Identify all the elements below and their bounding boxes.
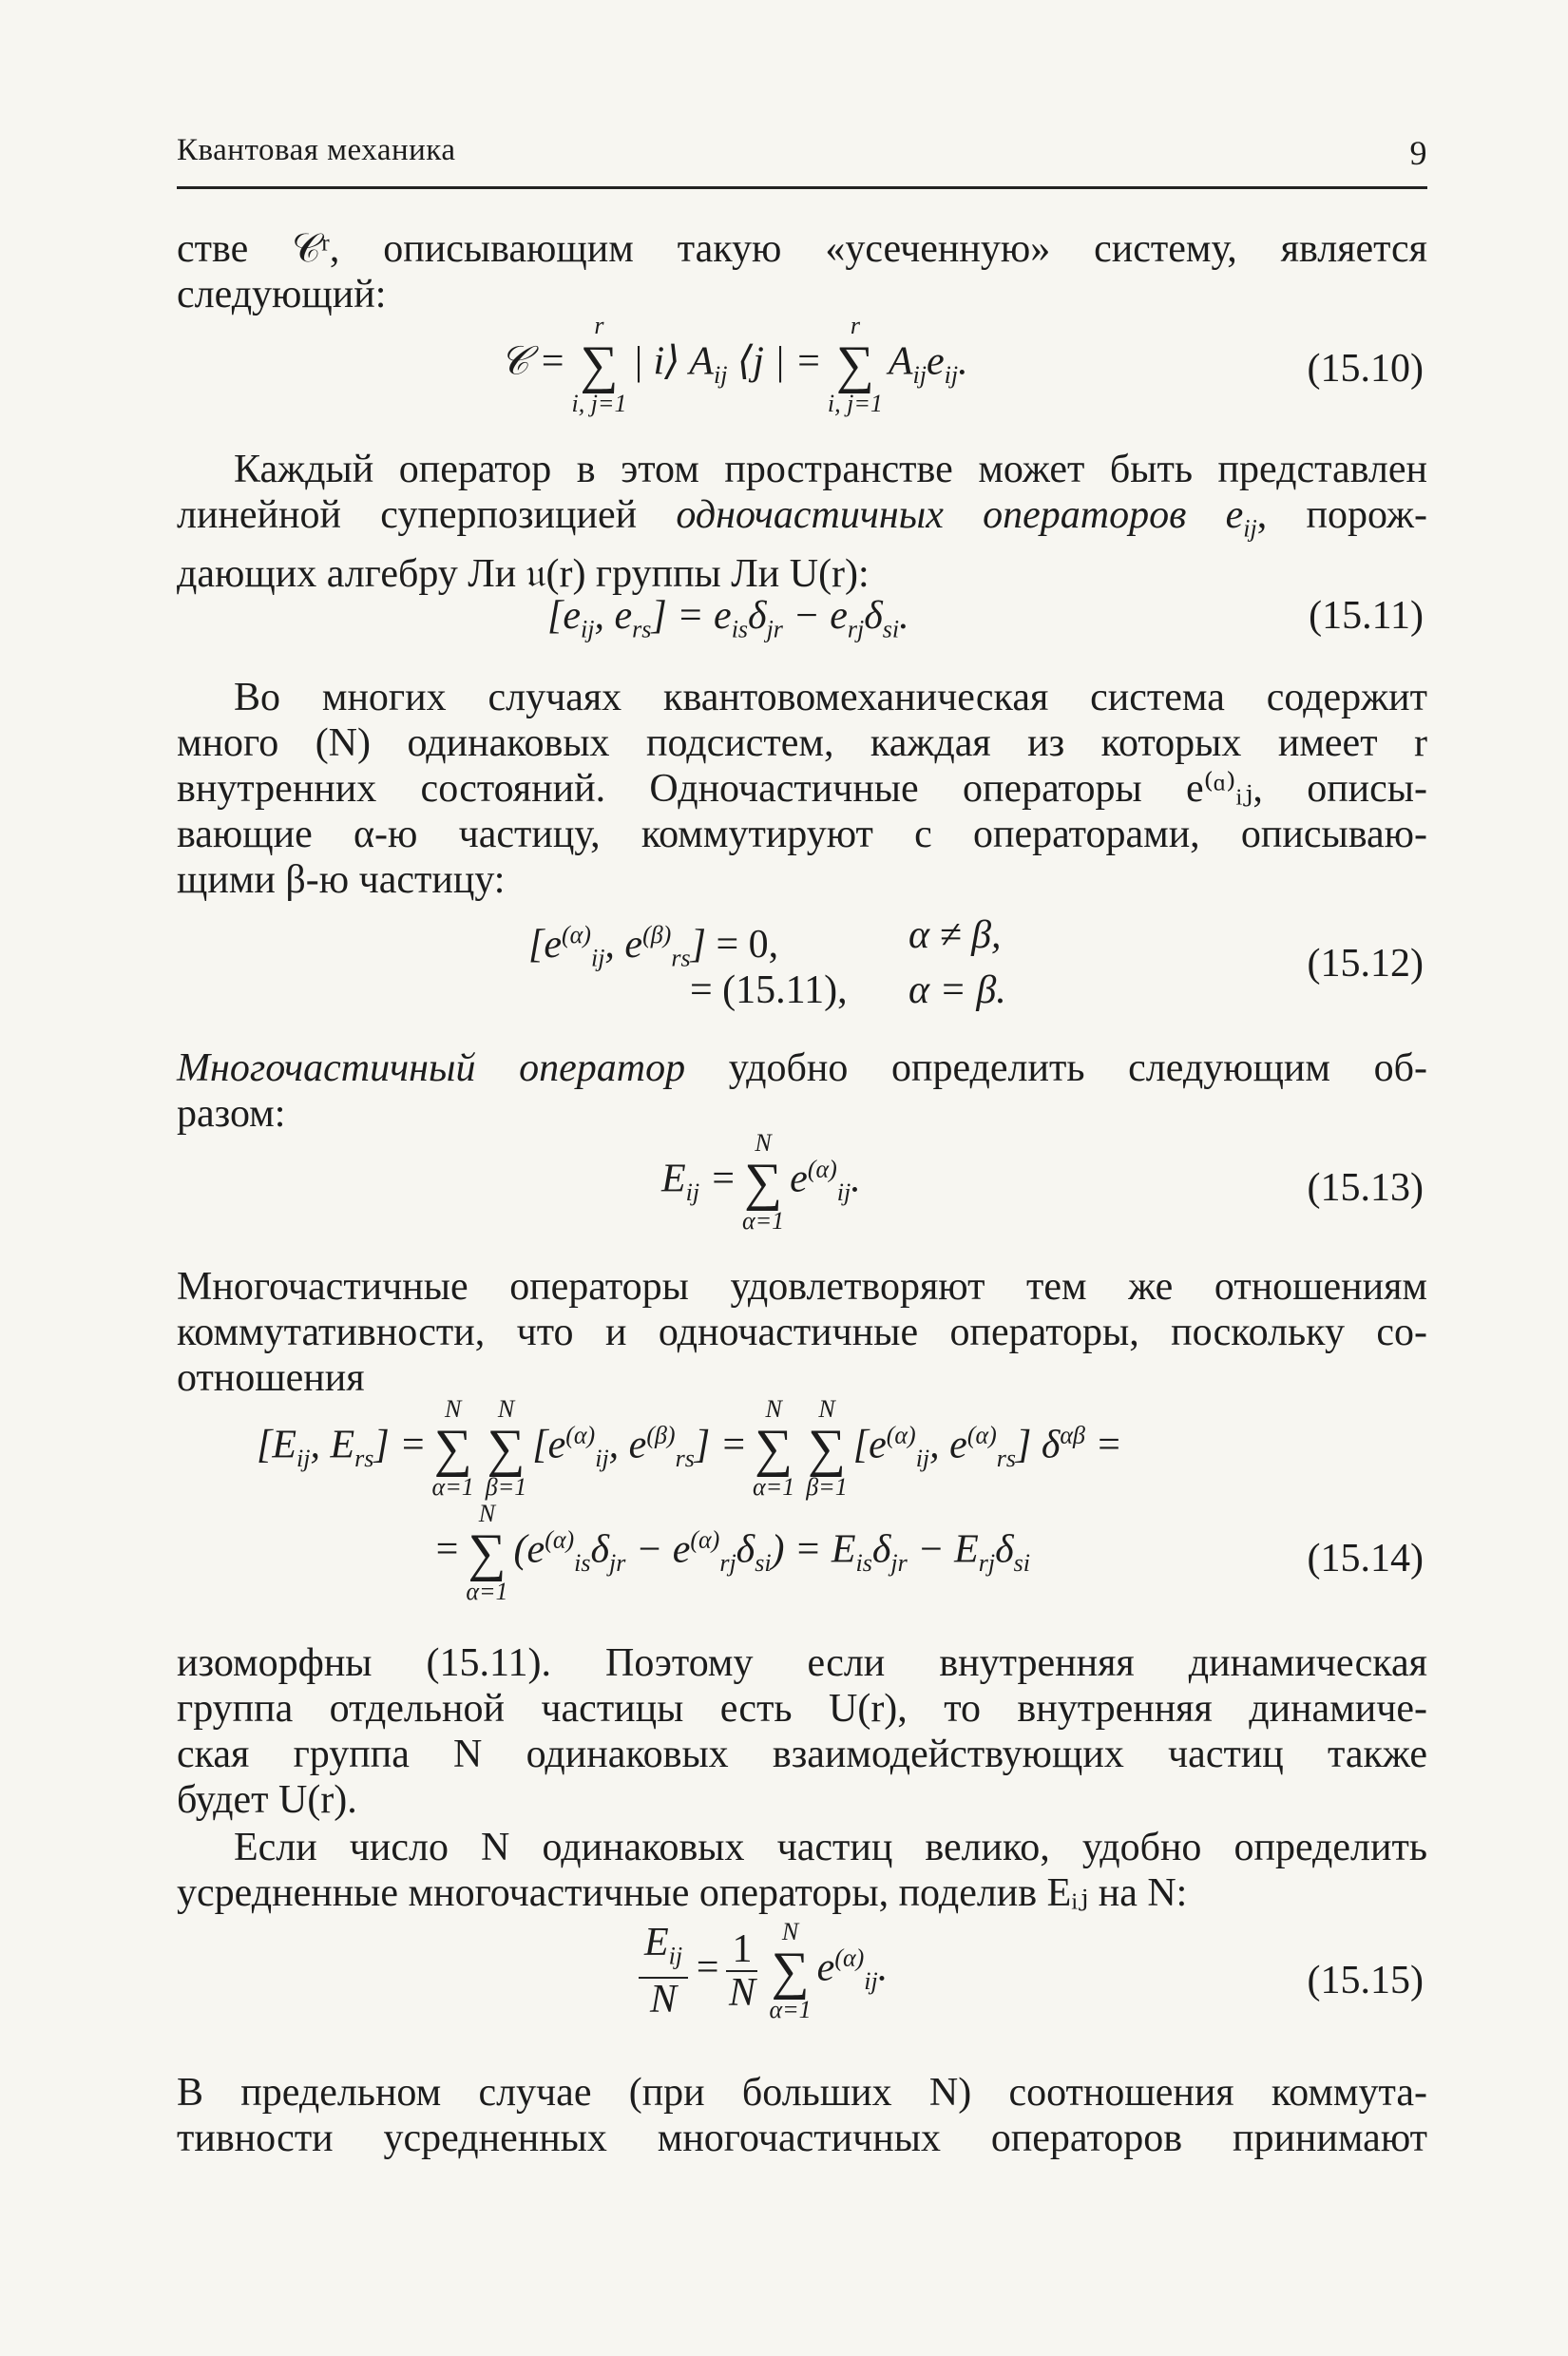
- text-line: В предельном случае (при больших N) соотношения коммута-: [177, 2071, 1427, 2115]
- paragraph-1: [177, 226, 1427, 317]
- text-line: отношения: [177, 1356, 365, 1400]
- text-line: дающих алгебру Ли 𝔲(r) группы Ли U(r):: [177, 552, 870, 597]
- equation-number: (15.13): [1307, 1166, 1424, 1210]
- text-line: много (N) одинаковых подсистем, каждая из которых имеет r: [177, 721, 1427, 765]
- equation-body-row1: [$E_{ij}$, $E_{rs}$] = N ∑ α=1 N ∑ β=1 [$e^{(\alpha)}_{ij}$, $e^{(\beta)}_{rs}$] = N ∑ α=1 N ∑ β=1 [$e^{(\alpha)}_{ij}$, $e^{(\alpha)}_{rs}$] $\delta^{\alpha\beta}$ =: [257, 1395, 1122, 1501]
- equation-body: $E_{ij}$ = N ∑ α=1 $e^{(\alpha)}_{ij}$.: [661, 1129, 861, 1235]
- page-number: 9: [1409, 134, 1427, 172]
- paragraph-7: [177, 1825, 1427, 1916]
- text-line: следующий:: [177, 273, 387, 316]
- text-line: вающие α-ю частицу, коммутируют с операторами, описываю-: [177, 813, 1427, 856]
- text-line: щими β-ю частицу:: [177, 858, 506, 902]
- equation-15-13: [177, 1131, 1427, 1235]
- equation-number: (15.15): [1307, 1959, 1424, 2002]
- paragraph-8: [177, 2070, 1427, 2161]
- italic-term: одночастичных операторов: [676, 493, 1187, 537]
- paragraph-4: [177, 1045, 1427, 1137]
- equation-body-row2: = N ∑ α=1 $(e^{(\alpha)}_{is}\delta_{jr} - e^{(\alpha)}_{rj}\delta_{si}) = E_{is}\delta_{jr} - E_{rj}\delta_{si}$: [433, 1500, 1030, 1605]
- running-title: Квантовая механика: [177, 133, 456, 167]
- text-line: внутренних состояний. Одночастичные операторы e⁽ᵅ⁾ᵢⱼ, описы-: [177, 767, 1427, 811]
- text-line: коммутативности, что и одночастичные операторы, поскольку со-: [177, 1311, 1427, 1354]
- paragraph-3: [177, 675, 1427, 903]
- text-line: Каждый оператор в этом пространстве может быть представлен: [234, 448, 1427, 491]
- text-line: разом:: [177, 1092, 286, 1136]
- equation-body-row1: [$e^{(\alpha)}_{ij}$, $e^{(\beta)}_{rs}] = 0$,: [528, 921, 779, 972]
- paragraph-6: [177, 1640, 1427, 1823]
- text-line: Многочастичный оператор удобно определить следующим об-: [177, 1046, 1428, 1090]
- text-line: усредненные многочастичные операторы, поделив Eᵢⱼ на N:: [177, 1871, 1188, 1915]
- equation-15-14: [177, 1397, 1427, 1606]
- equation-number: (15.14): [1307, 1537, 1424, 1580]
- equation-body: 𝒞 = r ∑ i, j=1 | i⟩ $A_{ij}$ ⟨j | = r ∑ i, j=1 $A_{ij}e_{ij}$.: [500, 312, 968, 417]
- equation-body-row2: = (15.11),: [690, 968, 848, 1012]
- equation-15-15: [177, 1920, 1427, 2034]
- italic-term: Многочастичный оператор: [177, 1046, 686, 1090]
- text-line: будет U(r).: [177, 1778, 357, 1822]
- text-line: тивности усредненных многочастичных операторов принимают: [177, 2117, 1427, 2160]
- equation-body: [$e_{ij}$, $e_{rs}] = e_{is}\delta_{jr} - e_{rj}\delta_{si}$.: [547, 594, 909, 643]
- equation-number: (15.12): [1307, 942, 1424, 986]
- equation-number: (15.10): [1307, 347, 1424, 391]
- text-line: Во многих случаях квантовомеханическая система содержит: [234, 676, 1427, 719]
- text-line: линейной суперпозицией одночастичных операторов $e_{ij}$, порож-: [177, 493, 1427, 543]
- text-line: ская группа N одинаковых взаимодействующих частиц также: [177, 1733, 1427, 1776]
- text-line: изоморфны (15.11). Поэтому если внутренняя динамическая: [177, 1641, 1427, 1685]
- equation-15-12: [177, 912, 1427, 1017]
- text-line: Если число N одинаковых частиц велико, удобно определить: [234, 1826, 1427, 1869]
- equation-15-10: [177, 314, 1427, 418]
- equation-number: (15.11): [1309, 594, 1424, 638]
- text-line: Многочастичные операторы удовлетворяют тем же отношениям: [177, 1265, 1427, 1309]
- equation-condition-row1: α ≠ β,: [908, 913, 1002, 957]
- paragraph-2: [177, 447, 1427, 597]
- equation-15-11: [177, 589, 1427, 642]
- text-line: стве 𝒞ʳ, описывающим такую «усеченную» систему, является: [177, 227, 1427, 271]
- text-line: группа отдельной частицы есть U(r), то внутренняя динамиче-: [177, 1687, 1427, 1731]
- equation-body: $\frac{E_{ij}}{N}$ = $\frac{1}{N}$ N ∑ α=1 $e^{(\alpha)}_{ij}$.: [633, 1920, 888, 2022]
- equation-condition-row2: α = β.: [908, 968, 1006, 1012]
- paragraph-5: [177, 1264, 1427, 1401]
- running-head: [177, 133, 1427, 189]
